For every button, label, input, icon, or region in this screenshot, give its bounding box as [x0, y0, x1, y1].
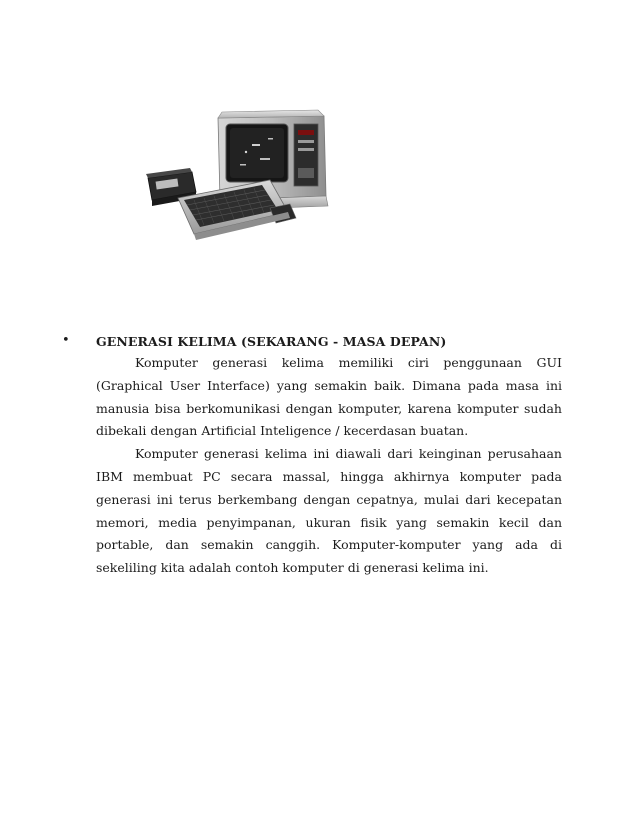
section-heading: GENERASI KELIMA (SEKARANG - MASA DEPAN) [96, 334, 447, 349]
vintage-computer-image [120, 108, 350, 248]
paragraph-2: Komputer generasi kelima ini diawali dari keinginan perusahaan IBM membuat PC secara massal, hingga akhirnya komputer pada generasi ini terus berkembang dengan cepatnya, mulai dari kecepatan memori, media penyimpanan, ukuran fisik yang semakin kecil dan portable, dan semakin canggih. Komputer-komputer yang ada di sekeliling kita adalah contoh komputer di generasi kelima ini. [96, 446, 562, 576]
paragraph-1: Komputer generasi kelima memiliki ciri penggunaan GUI (Graphical User Interface) yang semakin baik. Dimana pada masa ini manusia bisa berkomunikasi dengan komputer, karena komputer sudah dibekali dengan Artificial Inteligence / kecerdasan buatan. [96, 355, 562, 439]
section-body [96, 352, 562, 580]
list-bullet: • [62, 333, 70, 348]
